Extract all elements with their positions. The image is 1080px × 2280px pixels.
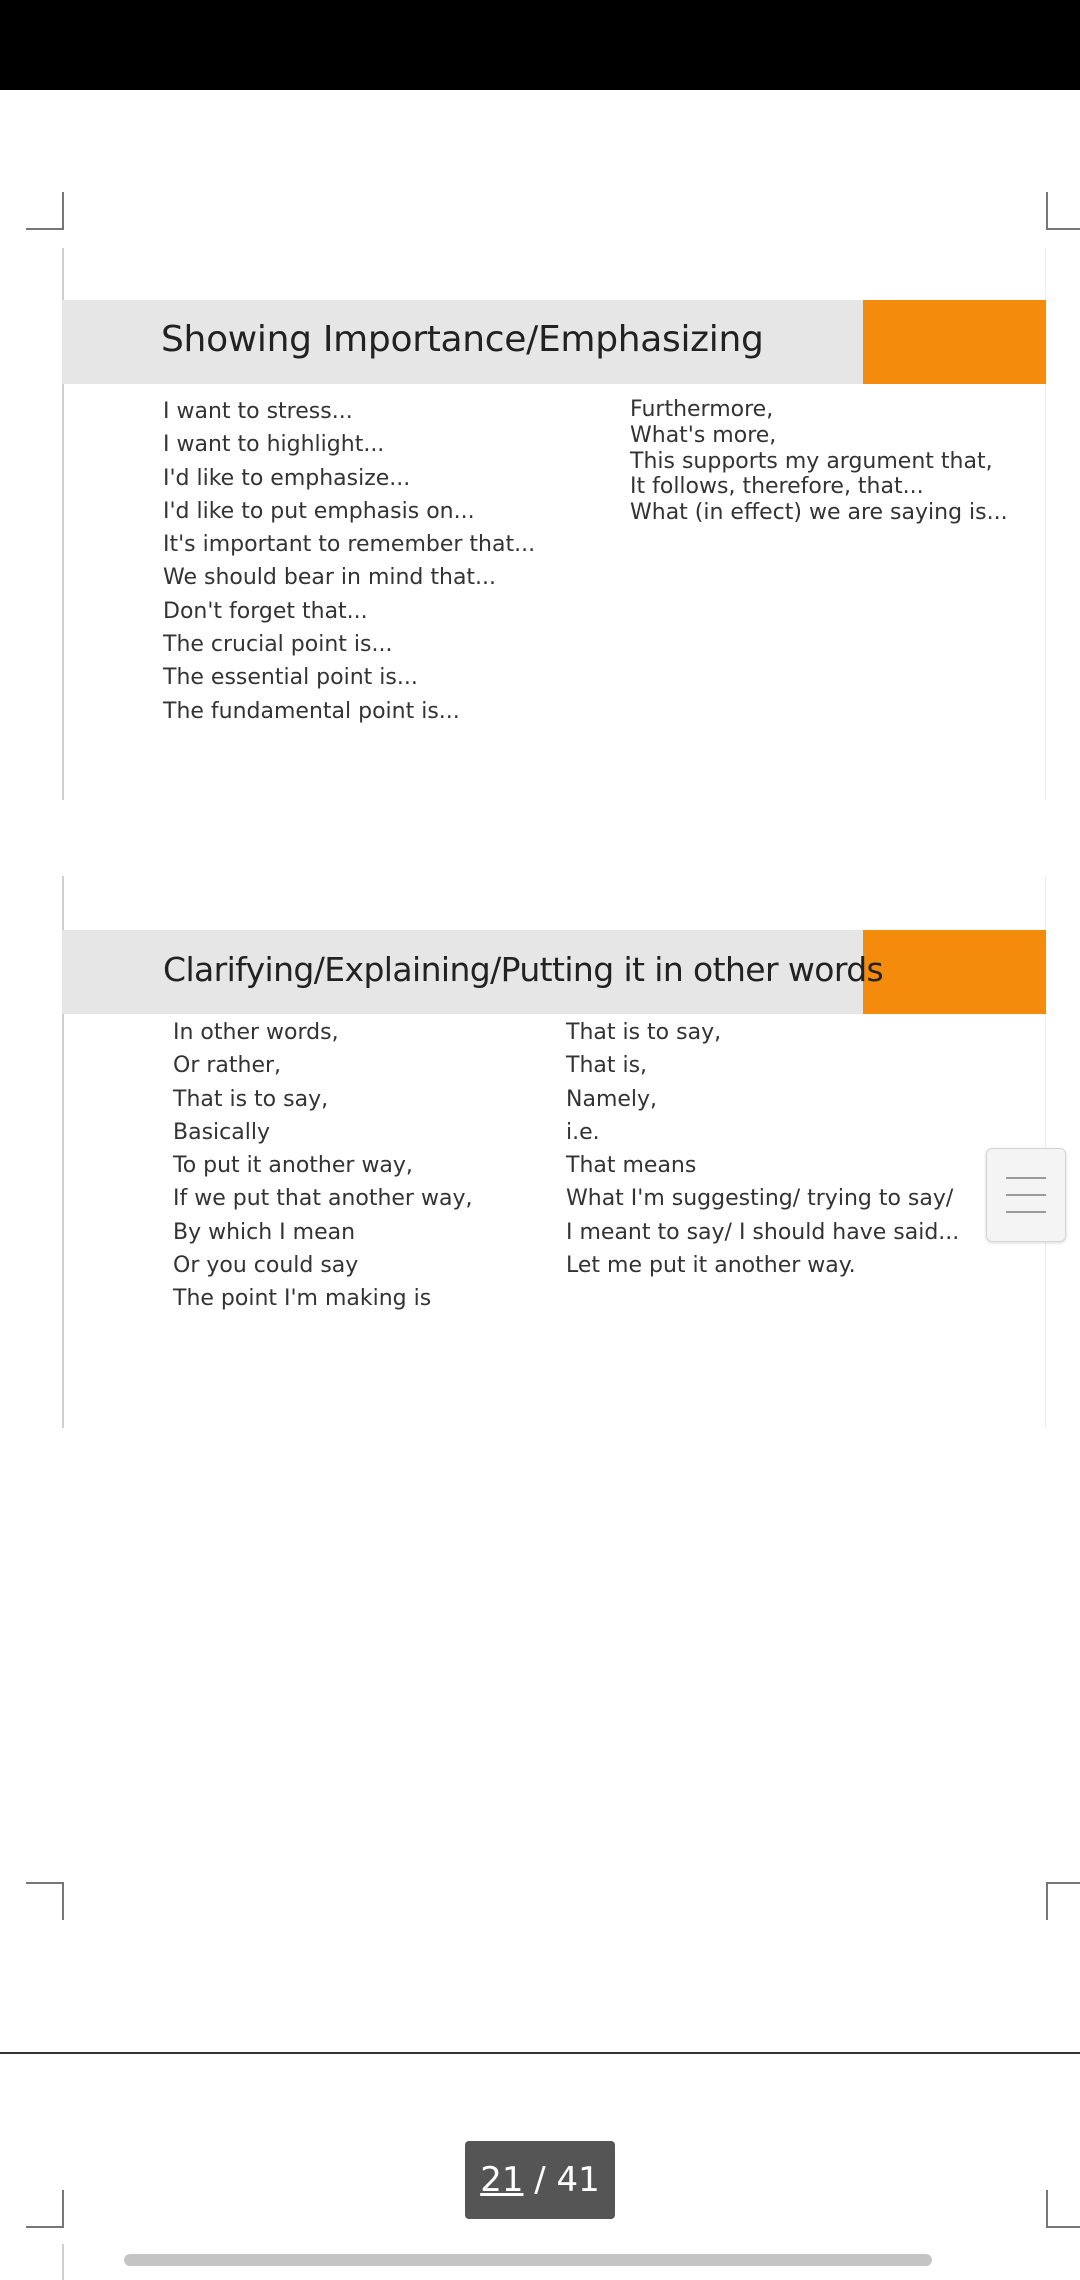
list-item: That is to say,	[566, 1020, 722, 1045]
slide-emphasizing	[62, 248, 1046, 800]
slide-title: Showing Importance/Emphasizing	[161, 319, 764, 360]
list-item: i.e.	[566, 1119, 600, 1145]
list-item: What I'm suggesting/ trying to say/	[566, 1186, 954, 1212]
title-accent-block	[863, 930, 1046, 1014]
crop-mark-top-right	[1046, 192, 1080, 230]
list-item: Or you could say	[173, 1253, 359, 1279]
crop-mark-top-left	[26, 2190, 64, 2228]
list-item: That is to say,	[173, 1086, 329, 1112]
page-divider	[0, 2052, 1080, 2054]
crop-mark-top-left	[26, 192, 64, 230]
slide-edge	[62, 2244, 64, 2280]
list-item: Let me put it another way.	[566, 1253, 856, 1279]
list-item: I want to highlight...	[163, 432, 385, 458]
list-item: That is,	[566, 1053, 648, 1079]
phrase-list-left	[173, 1016, 472, 1316]
list-item: What's more,	[630, 422, 777, 448]
list-item: The crucial point is...	[163, 632, 393, 658]
page-indicator[interactable]	[465, 2141, 615, 2219]
crop-mark-bottom-right	[1046, 1882, 1080, 1920]
list-item: I'd like to put emphasis on...	[163, 498, 475, 524]
list-item: Namely,	[566, 1086, 658, 1112]
slide-title-band	[62, 930, 1046, 1014]
list-item: It follows, therefore, that...	[630, 474, 924, 500]
list-item: By which I mean	[173, 1219, 356, 1245]
list-item: In other words,	[173, 1020, 339, 1045]
list-item: The essential point is...	[163, 665, 418, 691]
crop-mark-bottom-left	[26, 1882, 64, 1920]
total-pages: 41	[556, 2160, 600, 2200]
horizontal-scrollbar[interactable]	[124, 2254, 932, 2266]
list-item: We should bear in mind that...	[163, 565, 497, 591]
slide-title: Clarifying/Explaining/Putting it in other words	[163, 950, 884, 989]
phrase-list-right	[630, 397, 1008, 526]
menu-button[interactable]	[986, 1148, 1066, 1242]
list-item: I want to stress...	[163, 399, 353, 424]
list-item: Furthermore,	[630, 397, 774, 422]
slide-title-band	[62, 300, 1046, 384]
list-item: That means	[566, 1153, 697, 1179]
list-item: Don't forget that...	[163, 598, 368, 624]
list-item: It's important to remember that...	[163, 532, 536, 558]
list-item: The point I'm making is	[173, 1286, 432, 1312]
status-bar	[0, 0, 1080, 90]
phrase-list-left	[163, 395, 535, 728]
list-item: If we put that another way,	[173, 1186, 473, 1212]
list-item: Basically	[173, 1119, 270, 1145]
crop-mark-top-right	[1046, 2190, 1080, 2228]
list-item: Or rather,	[173, 1053, 282, 1079]
current-page: 21	[480, 2160, 524, 2200]
slide-clarifying	[62, 876, 1046, 1428]
list-item: I meant to say/ I should have said...	[566, 1219, 960, 1245]
page-separator: /	[534, 2160, 546, 2200]
list-item: The fundamental point is...	[163, 698, 460, 724]
phrase-list-right	[566, 1016, 959, 1282]
list-item: What (in effect) we are saying is...	[630, 500, 1008, 526]
list-item: I'd like to emphasize...	[163, 465, 411, 491]
list-item: To put it another way,	[173, 1153, 413, 1179]
list-item: This supports my argument that,	[630, 448, 993, 474]
title-accent-block	[863, 300, 1046, 384]
